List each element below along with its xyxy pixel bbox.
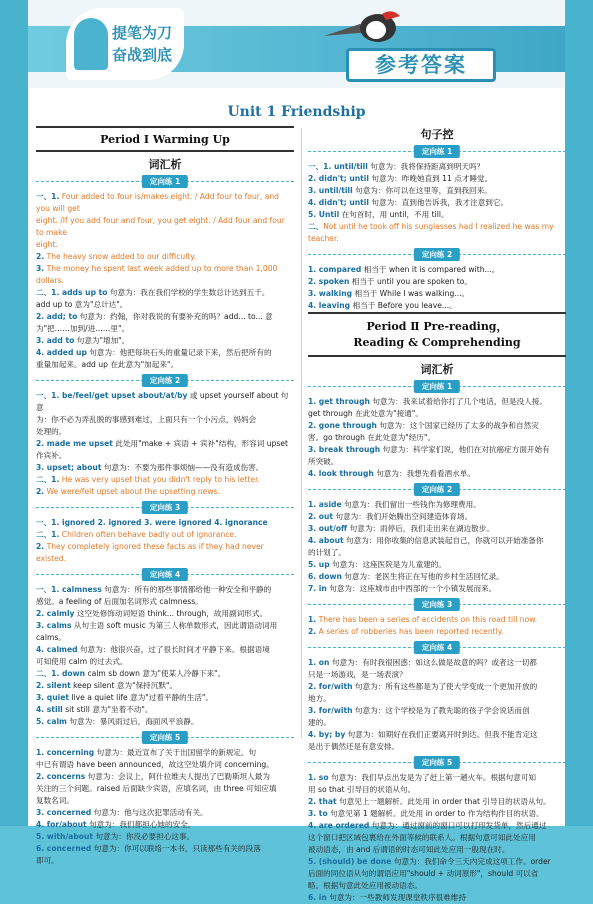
answer-line	[36, 807, 294, 819]
answer-text: 句意为：如期好在我们正要离开时到达。但我不能肯定这	[345, 730, 538, 739]
answer-line	[36, 584, 294, 596]
right-exercise-blocks	[308, 380, 566, 904]
answer-text: 为"把……加到/进……里"。	[36, 324, 130, 333]
answer-key: 4. are ordered	[308, 821, 370, 830]
vocab-heading-2: 词汇析	[420, 363, 454, 376]
answer-text: 这空处修饰动词短语 think... through，故用副词形式。	[74, 609, 268, 618]
answer-text: 相当于 While I was walking...。	[352, 289, 470, 298]
answer-line	[36, 783, 294, 795]
answer-line	[36, 450, 294, 462]
answer-text: live a quiet life 意为"过着平静的生活"。	[69, 693, 214, 702]
answer-line	[308, 173, 566, 185]
answer-key: 1. so	[308, 773, 329, 782]
answer-key: 6. down	[308, 572, 342, 581]
answer-text: 句意为：我想先看看酒水单。	[373, 469, 475, 478]
answer-line	[36, 215, 294, 239]
answer-text: 可知使用 calm 的过去式。	[36, 657, 128, 666]
answer-text: 句意为：我们命令三天内完成这项工作。order	[391, 857, 551, 866]
answer-text: 句意为：雨停后，我们走出来在湖边散步。	[347, 524, 494, 533]
right-border	[565, 0, 593, 826]
exercise-tag: 定向练 1	[414, 380, 460, 393]
answer-text: sit still 意为"坐着不动"。	[62, 705, 153, 714]
answer-text: calm sb down 意为"使某人冷静下来"。	[85, 669, 226, 678]
answer-text: 为：你不必为弄乱脱的事感到难过，上面只有一个小污点，妈妈会	[36, 415, 257, 424]
answer-text: 重量加起来。add up 在此意为"加起来"。	[36, 360, 179, 369]
answer-line	[36, 704, 294, 716]
answer-key: 2.	[36, 487, 45, 496]
answer-line	[36, 426, 294, 438]
answer-key: 2.	[36, 252, 45, 261]
answer-line	[308, 626, 566, 638]
answer-line	[308, 669, 566, 681]
answer-text: 句意见上一题解析。此处用 in order that 引导目的状语从句。	[336, 797, 551, 806]
exercise-tag: 定向练 1	[414, 145, 460, 158]
answer-text: 句意为：这座城市由中西部的一个小镇发展而来。	[326, 584, 497, 593]
answer-line	[308, 856, 566, 868]
exercise-tag-row	[36, 374, 294, 387]
answer-line	[36, 843, 294, 855]
exercise-tag-row	[36, 175, 294, 188]
exercise-tag-row	[308, 145, 566, 158]
answer-key: 5. (should) be done	[308, 857, 392, 866]
answer-text: 句意为：会议上，阿什拉维夫人提出了巴勒斯坦人最为	[85, 772, 270, 781]
answer-key: 3. to	[308, 809, 328, 818]
answer-text: 相当于 when it is compared with...。	[361, 265, 500, 274]
answer-key: 1. get through	[308, 397, 370, 406]
exercise-tag-row	[308, 641, 566, 654]
answer-line	[36, 517, 294, 529]
answer-text: 句意为：我在我们学校的学生数总计达到五千。	[107, 288, 270, 297]
exercise-tag-row	[308, 756, 566, 769]
answer-line	[36, 692, 294, 704]
answer-text: 中已有谓语 have been announced，故这空处填介词 concerning。	[36, 760, 274, 769]
answer-line	[36, 438, 294, 450]
answer-line	[36, 299, 294, 311]
answer-key: 2. silent	[36, 681, 71, 690]
answer-text: 只是一场游戏，是一场表演？	[308, 670, 407, 679]
answer-text: 作宾补。	[36, 451, 67, 460]
answer-key: 二、1. adds up to	[36, 288, 108, 297]
answer-line	[308, 717, 566, 729]
answer-key: 一、1. ignored 2. ignored 3. were ignored 4. ignorance	[36, 518, 268, 527]
answer-key: 4. didn't; until	[308, 198, 369, 207]
answer-text: 句意为：暴风雨过后，海面风平浪静。	[66, 717, 199, 726]
answer-line	[36, 680, 294, 692]
answer-line	[308, 614, 566, 626]
answer-line	[308, 796, 566, 808]
answer-line	[308, 511, 566, 523]
answer-line	[308, 705, 566, 717]
answer-line	[308, 820, 566, 832]
answer-text: 地方。	[308, 694, 331, 703]
answer-text: 句意为：昨晚她直到 11 点才睡觉。	[368, 174, 493, 183]
answer-key: 二、1.	[36, 530, 60, 539]
answer-key: 4. by; by	[308, 730, 346, 739]
badge-line-2: 奋战到底	[112, 46, 173, 64]
answer-line	[308, 456, 566, 468]
answer-text: 建的。	[308, 718, 331, 727]
answer-text: calms。	[36, 633, 66, 642]
answer-line	[36, 251, 294, 263]
exercise-tag: 定向练 2	[142, 374, 188, 387]
badge-line-1: 提笔为刀	[112, 24, 173, 42]
answer-key: 2. out	[308, 512, 334, 521]
exercise-tag-row	[308, 248, 566, 261]
answer-text: They completely ignored these facts as if they had never existed.	[36, 542, 264, 563]
answer-line	[308, 693, 566, 705]
answer-key: 二、1. down	[36, 669, 86, 678]
answer-text: 句意为"增加"。	[74, 336, 130, 345]
answer-text: keep silent 意为"保持沉默"。	[70, 681, 178, 690]
answer-line	[36, 716, 294, 728]
answer-line	[36, 414, 294, 426]
answer-line	[308, 185, 566, 197]
answer-line	[308, 729, 566, 741]
answer-line	[308, 276, 566, 288]
answer-line	[36, 656, 294, 668]
answer-text: The money he spent last week added up to more than 1,000 dollars.	[36, 264, 278, 285]
left-border	[0, 0, 28, 826]
answer-line	[308, 288, 566, 300]
answer-text: 句意为：老医生将正在写他的乡村生活回忆录。	[341, 572, 504, 581]
answer-text: 用 so that 引导目的状语从句。	[308, 785, 416, 794]
answer-line	[36, 359, 294, 371]
answer-line	[36, 620, 294, 632]
answer-key: 3. until/till	[308, 186, 353, 195]
exercise-tag: 定向练 3	[142, 501, 188, 514]
answer-text: 句意为：通过窗前的窗口可以打印发货单，然后通过	[369, 821, 547, 830]
period-2-line-2: Reading & Comprehending	[353, 336, 521, 349]
answer-line	[308, 547, 566, 559]
answer-text: 是出于偶然还是有意安排。	[308, 742, 400, 751]
answer-key: 2. add; to	[36, 312, 78, 321]
answer-text: 句意为：我来试着给你打了几个电话，但是没人接。	[369, 397, 547, 406]
answer-key: 2. that	[308, 797, 337, 806]
answer-text: 句意为：他与这次犯罪活动有关。	[91, 808, 208, 817]
answer-line	[36, 191, 294, 215]
answer-text: 句意为：这个国家已经历了太多的战争和自然灾	[376, 421, 539, 430]
answer-key: 一、1. be/feel/get upset about/at/by	[36, 391, 188, 400]
answer-key: 1. on	[308, 658, 330, 667]
answer-line	[308, 880, 566, 892]
answer-line	[36, 795, 294, 807]
answer-text: 感觉。a feeling of 后面加名词形式 calmness。	[36, 597, 203, 606]
answer-line	[308, 892, 566, 904]
answer-text: add up to 意为"总计达"。	[36, 300, 128, 309]
answer-key: 5. calm	[36, 717, 67, 726]
answer-line	[308, 844, 566, 856]
answer-key: 7. in	[308, 584, 327, 593]
answer-text: 被动语态，由 and 后谓语的时态可知此处应用一般现在时。	[308, 845, 510, 854]
answer-line	[308, 657, 566, 669]
answer-line	[308, 396, 566, 408]
answer-key: 3. add to	[36, 336, 75, 345]
exercise-tag-row	[308, 380, 566, 393]
answer-key: 2. didn't; until	[308, 174, 369, 183]
answer-text: Four added to four is/makes eight. / Add four to four, and you will get	[36, 192, 279, 213]
answer-key: 2.	[308, 627, 317, 636]
answer-text: 句意为：科学家们说，他们在对抗癌症方面开始有	[380, 445, 550, 454]
answer-text: 句意见第 1 题解析。此处用 in order to 作为结构作目的状语。	[327, 809, 544, 818]
answer-text: 句意为：你没必要担心这事。	[93, 832, 195, 841]
answer-line	[308, 559, 566, 571]
answer-line	[308, 681, 566, 693]
answer-text: 句意为：你可以联络一本书，只读那些有关的段落	[91, 844, 261, 853]
answer-text: Children often behave badly out of ignorance.	[59, 530, 237, 539]
column-divider	[301, 128, 302, 738]
unit-title: Unit 1 Friendship	[227, 104, 366, 120]
answer-line	[36, 831, 294, 843]
answer-text: eight.	[36, 240, 58, 249]
answer-key: 1. concerning	[36, 748, 95, 757]
answer-key: 2. spoken	[308, 277, 350, 286]
left-exercise-blocks	[36, 175, 294, 867]
exercise-tag: 定向练 5	[142, 731, 188, 744]
answer-key: 3. walking	[308, 289, 353, 298]
answer-text: 相当于 Before you leave...。	[350, 301, 457, 310]
answer-line	[36, 263, 294, 287]
answer-text: 句意为：一些教师发现课堂秩序很难维持	[326, 893, 466, 902]
answer-line	[308, 161, 566, 173]
answer-key: 2. for/with	[308, 682, 353, 691]
answer-text: 句意为：直到他告诉我，我才注意到它。	[368, 198, 509, 207]
exercise-tag-row	[36, 568, 294, 581]
exercise-tag: 定向练 3	[414, 598, 460, 611]
answer-key: 2.	[36, 542, 45, 551]
answer-text: 句意为：我将保持距离到明天吗？	[367, 162, 485, 171]
answer-key: 6. in	[308, 893, 327, 902]
answer-line	[36, 608, 294, 620]
answer-line	[36, 311, 294, 323]
pen-logo-icon	[74, 18, 108, 70]
answer-line	[308, 868, 566, 880]
answer-line	[308, 571, 566, 583]
answer-line	[36, 474, 294, 486]
answer-key: 4. about	[308, 536, 344, 545]
answer-text: 从句主语 soft music 为第三人称单数形式，因此谓语动词用	[71, 621, 278, 630]
exercise-tag: 定向练 2	[414, 483, 460, 496]
left-column	[36, 126, 294, 867]
answer-line	[36, 390, 294, 414]
answer-line	[308, 408, 566, 420]
answer-line	[308, 535, 566, 547]
answer-text: Not until he took off his sunglasses had I realized he was my teacher.	[308, 222, 554, 243]
exercise-tag-row	[36, 501, 294, 514]
answer-text: 相当于 until you are spoken to。	[349, 277, 472, 286]
answer-line	[36, 759, 294, 771]
answer-text: The heavy snow added to our difficulty.	[44, 252, 197, 261]
exercise-tag: 定向练 4	[414, 641, 460, 654]
answer-line	[308, 432, 566, 444]
answer-text: 句意为：这个学校是为了教先聪的孩子学会说话而创	[352, 706, 530, 715]
answer-text: 复数名词。	[36, 796, 74, 805]
answer-text: 在句首时，用 until，不用 till。	[339, 210, 449, 219]
answer-line	[308, 583, 566, 595]
answer-text: get through 在此处意为"接通"。	[308, 409, 423, 418]
answer-text: 害。go through 在此处意为"经历"。	[308, 433, 436, 442]
period-1-title: Period Ⅰ Warming Up	[36, 126, 294, 152]
exercise-tag: 定向练 1	[142, 175, 188, 188]
answer-key: 一、1. until/till	[308, 162, 368, 171]
answer-key: 3. upset; about	[36, 463, 102, 472]
answer-text: 关注的三个问题。raised 后面缺少宾语，应填名词，由 three 可知应填	[36, 784, 277, 793]
answer-key: 3.	[36, 264, 45, 273]
answer-key: 3. calms	[36, 621, 72, 630]
answer-line	[308, 468, 566, 480]
answer-line	[36, 632, 294, 644]
page-header	[28, 0, 565, 88]
answer-text: 句意为：最近宣布了关于出国留学的新规定。句	[94, 748, 257, 757]
answer-line	[308, 741, 566, 753]
answer-text: He was very upset that you didn't reply to his letter.	[59, 475, 260, 484]
answer-text: 或 upset yourself about 句意	[36, 391, 289, 412]
answer-line	[308, 197, 566, 209]
exercise-tag: 定向练 4	[142, 568, 188, 581]
answer-key: 4. leaving	[308, 301, 351, 310]
answer-text: 略。根据句意此处应用被动语态。	[308, 881, 422, 890]
period-2-line-1: Period Ⅱ Pre-reading，	[366, 320, 508, 333]
answer-text: 此处用"make + 宾语 + 宾补"结构，形容词 upset	[112, 439, 288, 448]
answer-line	[36, 462, 294, 474]
answer-line	[36, 747, 294, 759]
answer-key: 4. still	[36, 705, 63, 714]
answer-line	[308, 221, 566, 245]
answer-text: A series of robberies has been reported recently.	[316, 627, 504, 636]
answer-key: 2. concerns	[36, 772, 86, 781]
answer-line	[308, 784, 566, 796]
answer-line	[308, 832, 566, 844]
answer-text: 句意为：有时我很困惑：如这么做是故意的吗？或者这一切都	[329, 658, 537, 667]
answer-line	[36, 347, 294, 359]
answer-key: 3. quiet	[36, 693, 70, 702]
answer-key: 4. added up	[36, 348, 87, 357]
answer-text: We were/felt upset about the upsetting news.	[44, 487, 220, 496]
answer-key: 3. break through	[308, 445, 381, 454]
answer-line	[308, 772, 566, 784]
answer-key: 二、	[308, 222, 324, 231]
answer-text: eight. /If you add four and four, you get eight. / Add four and four to make	[36, 216, 285, 237]
answer-key: 1.	[308, 615, 317, 624]
answer-key: 4. for/about	[36, 820, 87, 829]
answer-text: 句意为：我们早点出发是为了赶上第一趟火车。根据句意可知	[328, 773, 537, 782]
answer-key: 5. with/about	[36, 832, 94, 841]
answer-line	[36, 239, 294, 251]
answer-text: 后面的同位语从句的谓语应用"should + 动词原形"，should 可以省	[308, 869, 539, 878]
answer-key: 3. out/off	[308, 524, 348, 533]
answer-line	[36, 855, 294, 867]
answer-text: 这个窗口把区域包裹给在外面等候的联系人。根据句意可知此处应用	[308, 833, 536, 842]
answer-text: 句意为：这座医院是为儿童建的。	[329, 560, 446, 569]
answer-key: 3. concerned	[36, 808, 92, 817]
answer-line	[36, 486, 294, 498]
answer-line	[308, 264, 566, 276]
answer-line	[36, 323, 294, 335]
answer-text: 句意为：我们留出一些钱作为修理费用。	[341, 500, 481, 509]
answer-line	[308, 300, 566, 312]
answer-line	[36, 644, 294, 656]
period-2-title	[308, 312, 566, 357]
answer-text: 句意为：用你收集的信息武装起自己，你就可以开始准备你	[343, 536, 544, 545]
answer-line	[36, 529, 294, 541]
answer-key: 一、1. calmness	[36, 585, 102, 594]
exercise-tag-row	[36, 731, 294, 744]
answer-text: 句意为：不要为那件事烦恼——没有造成伤害。	[101, 463, 264, 472]
answer-text: 句意为：我们开始腾出空间建造体育场。	[333, 512, 473, 521]
answer-line	[308, 444, 566, 456]
answer-line	[36, 771, 294, 783]
answer-text: 句意为：所有的那些事情都给他一种安全和平静的	[101, 585, 272, 594]
right-column	[308, 126, 566, 904]
answer-text: 句意为：他很兴奋，过了很长时间才平静下来。根据语境	[77, 645, 270, 654]
answer-line	[36, 287, 294, 299]
sentence-exercise-blocks	[308, 145, 566, 312]
answer-line	[308, 209, 566, 221]
answer-key: 2. calmly	[36, 609, 75, 618]
exercise-tag: 定向练 2	[414, 248, 460, 261]
answer-key: 二、1.	[36, 475, 60, 484]
answer-key: 3. for/with	[308, 706, 353, 715]
answer-text: 句意为：所有这些都是为了使大学变成一个更加开放的	[352, 682, 538, 691]
answer-line	[36, 335, 294, 347]
answer-key: 一、1.	[36, 192, 60, 201]
answer-line	[308, 499, 566, 511]
answer-text: 所突破。	[308, 457, 339, 466]
answer-text: 即可。	[36, 856, 59, 865]
answer-key: 1. aside	[308, 500, 342, 509]
exercise-tag-row	[308, 483, 566, 496]
answer-text: 的计划了。	[308, 548, 346, 557]
answer-text: 句意为：他把每块石头的重量记录下来，然后把所有的	[86, 348, 272, 357]
exercise-tag: 定向练 5	[414, 756, 460, 769]
vocab-heading: 词汇析	[148, 158, 182, 171]
answer-line	[308, 523, 566, 535]
answer-text: 处理的。	[36, 427, 67, 436]
answer-key: 5. up	[308, 560, 330, 569]
answer-key: 4. look through	[308, 469, 374, 478]
woodpecker-icon	[320, 6, 410, 52]
answer-text: 句意为：我们都担心她的安全。	[86, 820, 196, 829]
answer-key: 2. made me upset	[36, 439, 113, 448]
answer-line	[308, 808, 566, 820]
answer-text: There has been a series of accidents on this road till now.	[316, 615, 538, 624]
answer-key: 2. gone through	[308, 421, 377, 430]
answer-key: 6. concerned	[36, 844, 92, 853]
answer-text: 句意为：你可以在这里等，直到我回来。	[352, 186, 492, 195]
answer-text: 句意为：约翰，你对我说的有要补充的吗？add... to... 意	[77, 312, 273, 321]
answer-line	[36, 668, 294, 680]
answer-key-title: 参考答案	[346, 48, 496, 82]
answer-key: 1. compared	[308, 265, 362, 274]
answer-key: 5. Until	[308, 210, 340, 219]
answer-line	[36, 541, 294, 565]
answer-key: 4. calmed	[36, 645, 78, 654]
sentence-heading: 句子控	[420, 128, 454, 141]
answer-line	[36, 596, 294, 608]
exercise-tag-row	[308, 598, 566, 611]
answer-line	[36, 819, 294, 831]
answer-line	[308, 420, 566, 432]
